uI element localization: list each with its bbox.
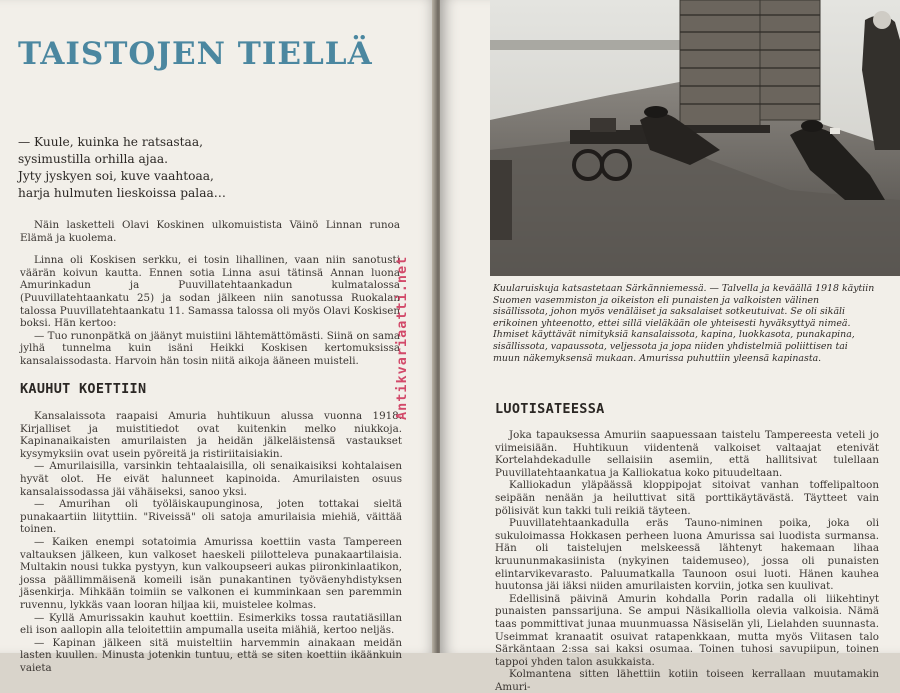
chapter-title: TAISTOJEN TIELLÄ [18, 36, 373, 72]
paragraph: Kalliokadun yläpäässä kloppipojat sitoivat vanhan toffelipaltoon seipään nenään ja heiluttivat sitä porttikäytävästä. Täytteet vain pölisivät kun takki tuli reikiä täyteen. [495, 479, 879, 517]
paragraph: — Amurihan oli työläiskaupunginosa, joten tottakai sieltä punakaartiin liityttiin. "Riveissä" oli satoja amurilaisia miehiä, väittää toinen. [20, 498, 402, 536]
paragraph: Kolmantena sitten lähettiin kotiin toiseen kerrallaan muutamakin Amuri- [495, 668, 879, 693]
section-heading: LUOTISATEESSA [495, 401, 605, 417]
paragraph: — Tuo runonpätkä on jäänyt muistiini lähtemättömästi. Siinä on sama jylhä tunnelma kuin isäni Heikki Koskisen kertomuksissa kansalaissodasta. Harvoin hän tosin niitä aikoja ääneen muisteli. [20, 329, 400, 367]
left-page [0, 0, 436, 674]
poem-excerpt [18, 134, 398, 202]
poem-line: Jyty jyskyen soi, kuve vaahtoaa, [18, 169, 214, 183]
watermark-text: Antikvariaatti.net [394, 255, 410, 420]
paragraph: — Kyllä Amurissakin kauhut koettiin. Esimerkiks tossa rautatiäsillan eli ison aallopin alla teloitettiin ampumalla useita miähiä, kertoo neljäs. [20, 611, 402, 637]
intro-text [20, 219, 400, 368]
paragraph: Linna oli Koskisen serkku, ei tosin lihallinen, vaan niin sanotusti väärän koivun kautta. Ennen sotia Linna asui tätinsä Annan luona Amurinkadun ja Puuvillatehtaankadun kulmatalossa (Puuvillatehtaankatu 25) ja sodan jälkeen niin sanotussa Ruokalan talossa Puuvillatehtaankatu 11. Samassa talossa oli myös Olavi Koskisen boksi. Hän kertoo: [20, 254, 400, 330]
section-text [20, 410, 402, 674]
poem-line: harja hulmuten lieskoissa palaa… [18, 186, 226, 200]
paragraph: Joka tapauksessa Amuriin saapuessaan taistelu Tampereesta veteli jo viimeisiään. Huhtikuun viidentenä valkoiset valtaajat etenivät Kortelahdekadulle sellaisiin asemiin, että hallitsivat tulellaan Puuvillatehtaankatua ja Kalliokatua koko pituudeltaan. [495, 429, 879, 479]
photo-caption: Kuularuiskuja katsastetaan Särkänniemessä. — Talvella ja keväällä 1918 käytiin Suomen vasemmiston ja oikeiston eli punaisten ja valkoisten välinen sisällissota, johon myös venäläiset ja saksalaiset sotkeutuivat. Se oli sikäli erikoinen yhteenotto, ettei sillä vieläkään ole yhteisesti hyväksyttyä nimeä. Ihmiset käyttävät nimityksiä kansalaissota, kapina, luokkasota, punakapina, sisällissota, vapaussota, veljessota ja jopa niiden yhdistelmiä poliittisen tai muun näkemyksensä mukaan. Amurissa puhuttiin yleensä kapinasta. [493, 283, 875, 364]
paragraph: — Kaiken enempi sotatoimia Amurissa koettiin vasta Tampereen valtauksen jälkeen, kun valkoset haeskeli piilotteleva punakaartilaisia. Multakin nousi tukka pystyyn, kun valkoupseeri aukas piironkinlaatikon, jossa päällimmäisenä komeili isän punakantinen työväenyhdistyksen jäsenkirja. Mihkään toimiin se valkonen ei kumminkaan sen paremmin ruvennu, lykkäs vaan looran hiljaa kii, muistelee kolmas. [20, 535, 402, 611]
paragraph: — Amurilaisilla, varsinkin tehtaalaisilla, oli senaikaisiksi kohtalaisen hyvät olot. He eivät halunneet kapinoida. Amurilaisten osuus kansalaissodassa jäi vähäiseksi, sanoo yksi. [20, 460, 402, 498]
poem-line: — Kuule, kuinka he ratsastaa, [18, 135, 203, 149]
paragraph: Edellisinä päivinä Amurin kohdalla Porin radalla oli liikehtinyt punaisten panssarijuna. Se ampui Näsikalliolla olevia valkoisia. Nämä taas pommittivat junaa muunmuassa Näsiselän yli, Lielahden suunnasta. Useimmat kranaatit osuivat ratapenkkaan, mutta myös Viitasen talo Särkäntaan 2:ssa sai kaksi osumaa. Toinen tuhosi savupiipun, toinen tappoi yhden talon asukkaista. [495, 592, 879, 668]
machine-gun-photo [490, 0, 900, 276]
right-page [440, 0, 900, 693]
paragraph: Kansalaissota raapaisi Amuria huhtikuun alussa vuonna 1918. Kirjalliset ja muistitiedot ovat kuitenkin melko niukkoja. Kapinanaikaisten amurilaisten ja heidän jälkeläistensä vastaukset kysymyksiin ovat usein pyöreitä ja ristiriitaisiakin. [20, 410, 402, 460]
section-text [495, 429, 879, 693]
paragraph: — Kapinan jälkeen sitä muisteltiin harvemmin ainakaan meidän lasten kuullen. Minusta jotenkin tuntuu, että se siten koettiin ikäänkuin vaieta [20, 636, 402, 674]
paragraph: Puuvillatehtaankadulla eräs Tauno-niminen poika, joka oli sukuloimassa Hokkasen perheen luona Amurissa sai luodista surmansa. Hän oli taistelujen melskeessä lähtenyt hakemaan lihaa kruununmakasiinista (nykyinen taidemuseo), jossa oli punaisten elintarvikevarasto. Paluumatkalla Taunoon osui luoti. Hänen kauhea huutonsa jäi iäksi niiden amurilaisten korviin, jotka sen kuulivat. [495, 517, 879, 593]
poem-line: sysimustilla orhilla ajaa. [18, 152, 168, 166]
paragraph: Näin lasketteli Olavi Koskinen ulkomuistista Väinö Linnan runoa Elämä ja kuolema. [20, 219, 400, 244]
section-heading: KAUHUT KOETTIIN [20, 381, 147, 397]
